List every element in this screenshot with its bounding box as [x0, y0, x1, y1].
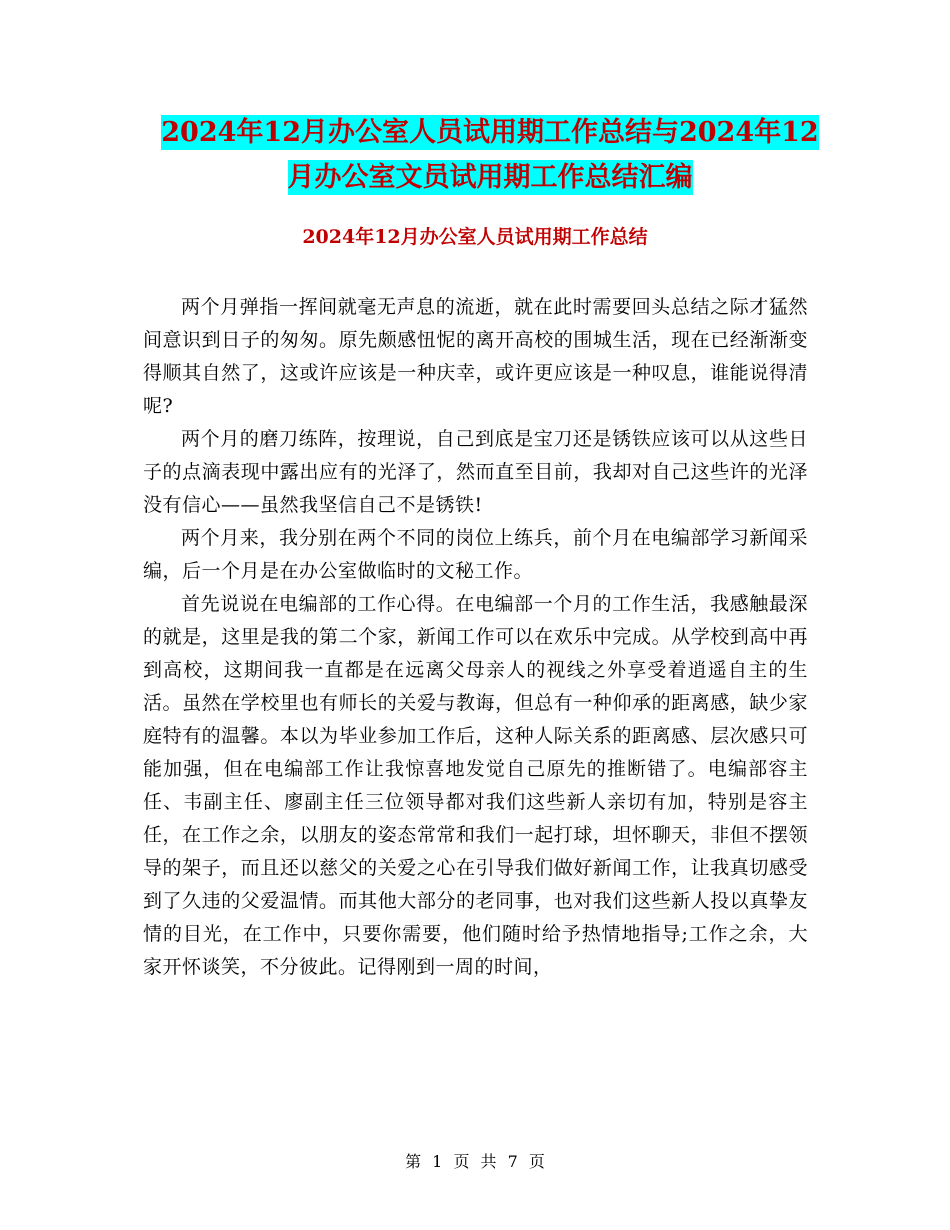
paragraph: 首先说说在电编部的工作心得。在电编部一个月的工作生活，我感触最深的就是，这里是我的第二个家，新闻工作可以在欢乐中完成。从学校到高中再到高校，这期间我一直都是在远离父母亲人的视线之外享受着逍遥自主的生活。虽然在学校里也有师长的关爱与教诲，但总有一种仰承的距离感，缺少家庭特有的温馨。本以为毕业参加工作后，这种人际关系的距离感、层次感只可能加强，但在电编部工作让我惊喜地发觉自己原先的推断错了。电编部容主任、韦副主任、廖副主任三位领导都对我们这些新人亲切有加，特别是容主任，在工作之余，以朋友的姿态常常和我们一起打球，坦怀聊天，非但不摆领导的架子，而且还以慈父的关爱之心在引导我们做好新闻工作，让我真切感受到了久违的父爱温情。而其他大部分的老同事，也对我们这些新人投以真挚友情的目光，在工作中，只要你需要，他们随时给予热情地指导;工作之余，大家开怀谈笑，不分彼此。记得刚到一周的时间， — [143, 593, 808, 978]
paragraph: 两个月的磨刀练阵，按理说，自己到底是宝刀还是锈铁应该可以从这些日子的点滴表现中露出应有的光泽了，然而直至目前，我却对自己这些许的光泽没有信心——虽然我坚信自己不是锈铁! — [143, 428, 808, 516]
document-title — [150, 110, 830, 200]
document-body — [143, 291, 808, 984]
document-title-text: 2024年12月办公室人员试用期工作总结与2024年12月办公室文员试用期工作总结汇编 — [161, 117, 819, 193]
page-number-footer: 第 1 页 共 7 页 — [405, 1152, 545, 1171]
paragraph: 两个月弹指一挥间就毫无声息的流逝，就在此时需要回头总结之际才猛然间意识到日子的匆匆。原先颇感忸怩的离开高校的围城生活，现在已经渐渐变得顺其自然了，这或许应该是一种庆幸，或许更应该是一种叹息，谁能说得清呢? — [143, 296, 808, 417]
paragraph: 两个月来，我分别在两个不同的岗位上练兵，前个月在电编部学习新闻采编，后一个月是在办公室做临时的文秘工作。 — [143, 527, 808, 582]
section-title: 2024年12月办公室人员试用期工作总结 — [302, 226, 648, 248]
